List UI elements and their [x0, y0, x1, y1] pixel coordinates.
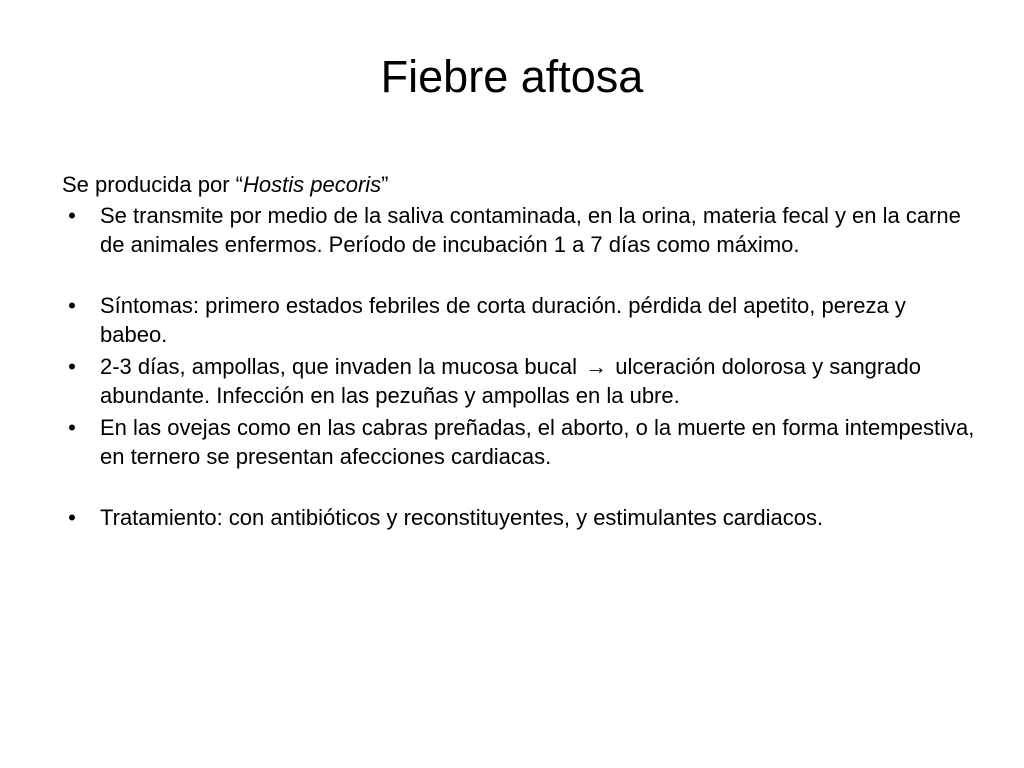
bullet-text-after-arrow: ulceración dolorosa y sangrado abundante. Infección en las pezuñas y ampollas en la ubre.: [100, 354, 921, 408]
bullet-item-blisters: [62, 352, 977, 410]
intro-suffix: ”: [381, 172, 389, 197]
intro-prefix: Se producida por “: [62, 172, 243, 197]
bullet-item-transmission: [62, 201, 977, 259]
bullet-text: Se transmite por medio de la saliva contaminada, en la orina, materia fecal y en la carne de animales enfermos. Período de incubación 1 a 7 días como máximo.: [100, 203, 961, 257]
bullet-list: [62, 201, 977, 532]
bullet-item-treatment: [62, 503, 977, 532]
arrow-right-icon: →: [585, 354, 608, 379]
bullet-icon: •: [68, 354, 76, 379]
bullet-icon: •: [68, 293, 76, 318]
bullet-item-symptoms: [62, 291, 977, 349]
bullet-text-before-arrow: 2-3 días, ampollas, que invaden la mucosa bucal: [100, 354, 577, 379]
bullet-text: En las ovejas como en las cabras preñadas, el aborto, o la muerte en forma intempestiva, en ternero se presentan afecciones cardiacas.: [100, 415, 975, 469]
slide-body: [62, 170, 977, 535]
bullet-icon: •: [68, 505, 76, 530]
bullet-item-sheep-goats: [62, 413, 977, 471]
slide-title: Fiebre aftosa: [380, 51, 644, 102]
intro-line: [62, 170, 977, 199]
bullet-text: Tratamiento: con antibióticos y reconstituyentes, y estimulantes cardiacos.: [100, 505, 824, 530]
bullet-icon: •: [68, 203, 76, 228]
bullet-text: Síntomas: primero estados febriles de corta duración. pérdida del apetito, pereza y babeo.: [100, 293, 906, 347]
intro-italic-name: Hostis pecoris: [243, 172, 382, 197]
bullet-icon: •: [68, 415, 76, 440]
